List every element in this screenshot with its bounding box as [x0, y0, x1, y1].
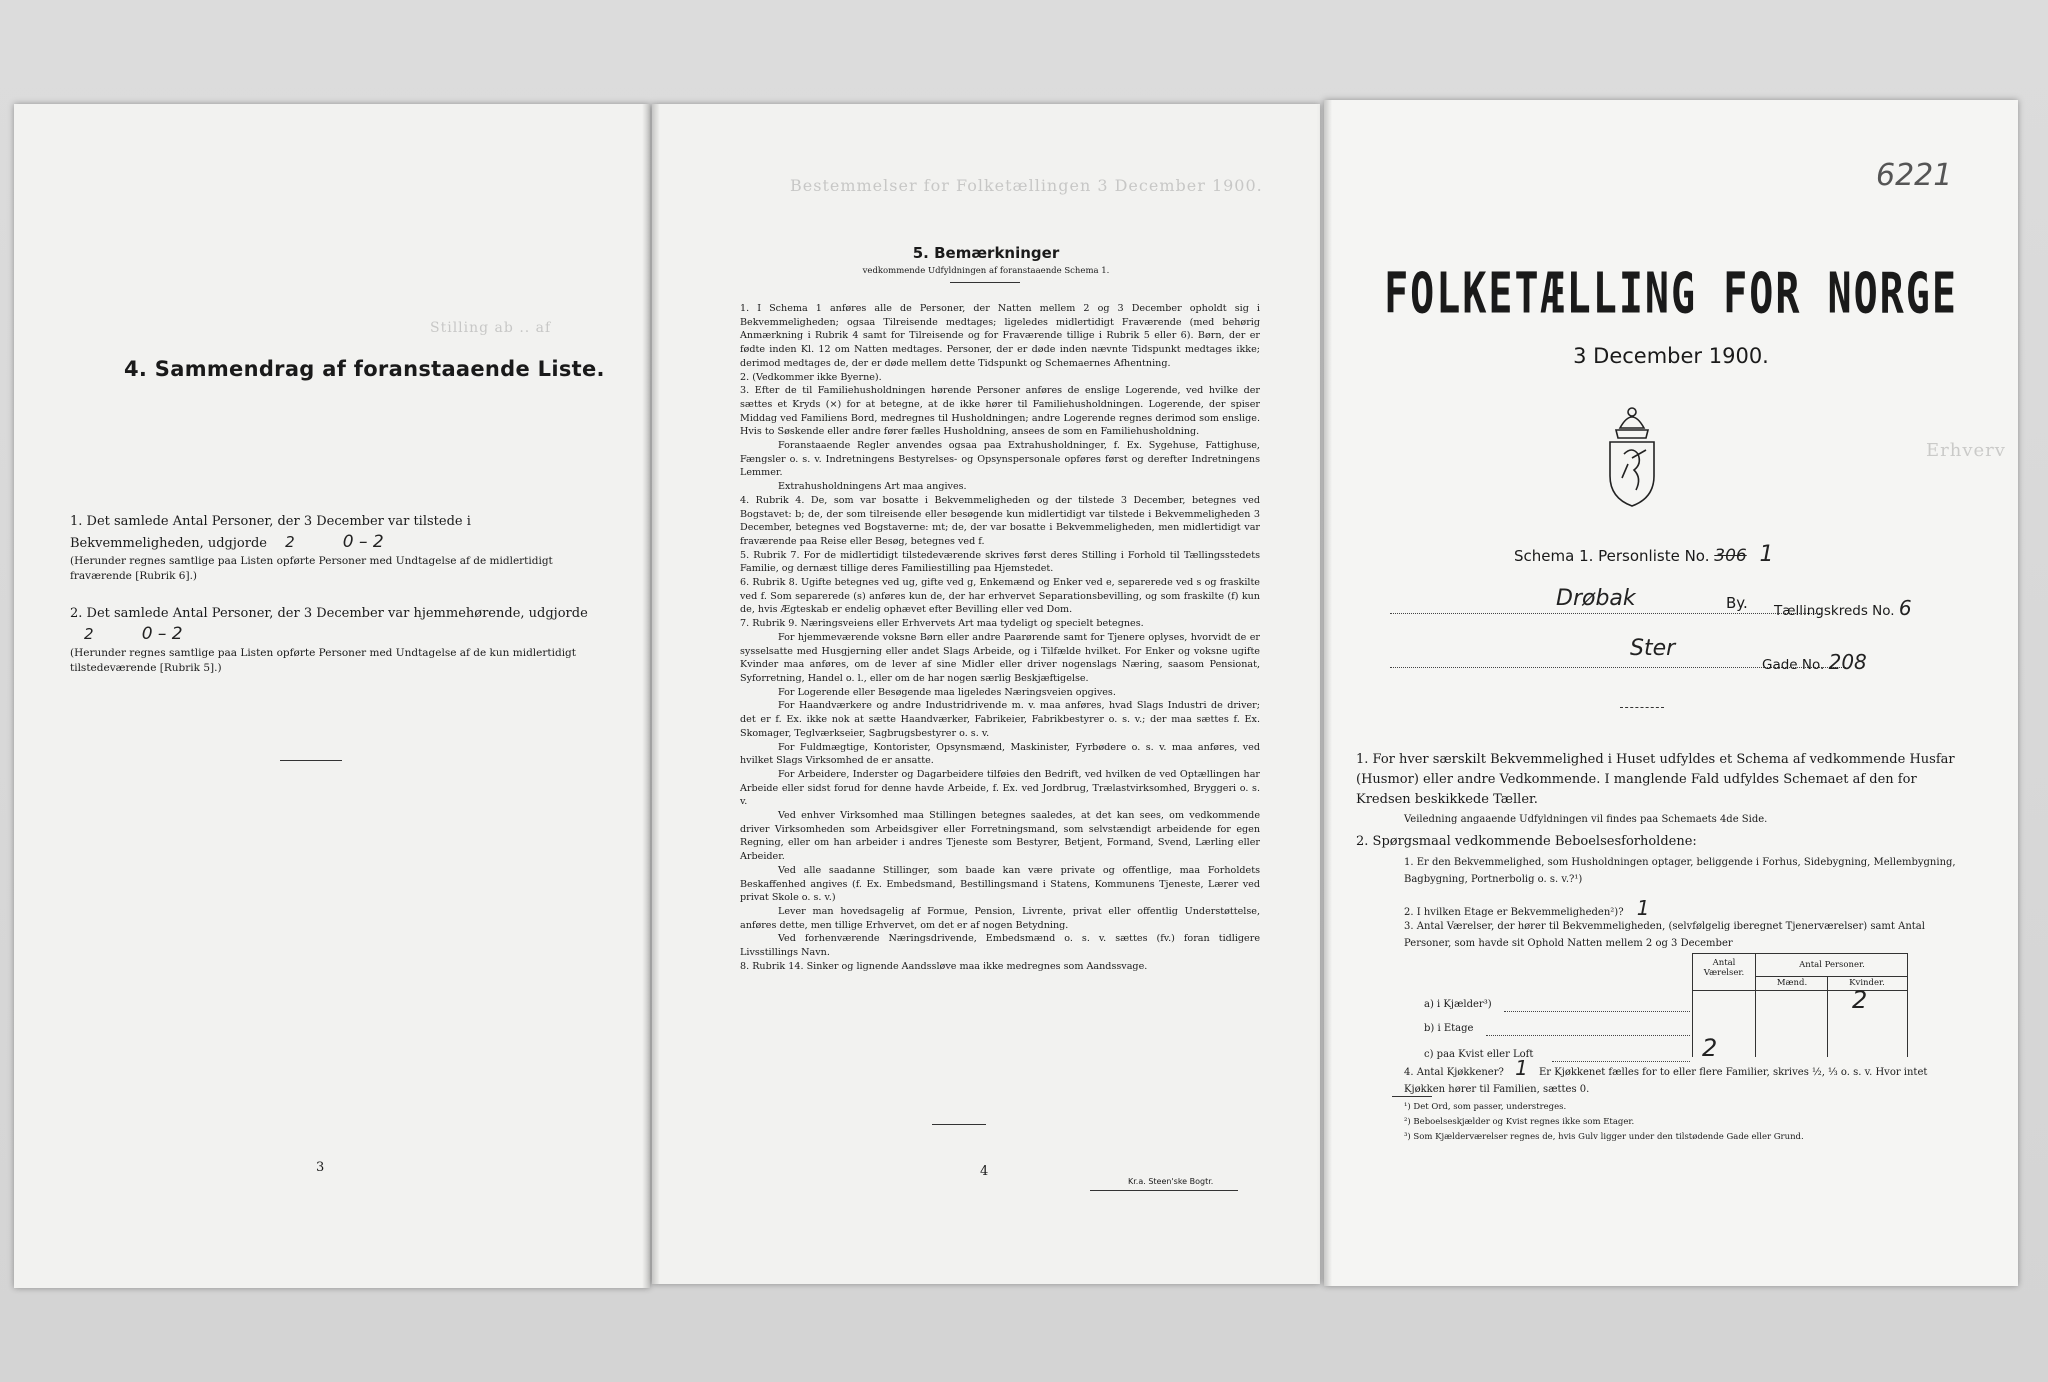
instruction-2: 2. Spørgsmaal vedkommende Beboelsesforholdene: — [1356, 834, 1697, 849]
remarks-title-rule — [950, 282, 1020, 283]
row-a-label: a) i Kjælder³) — [1424, 999, 1492, 1010]
col-persons: Antal Personer. — [1799, 960, 1865, 970]
remark-3-extra-type: Extrahusholdningens Art maa angives. — [778, 481, 967, 493]
town-handwritten: Drøbak — [1556, 586, 1636, 611]
remark-7: 7. Rubrik 9. Næringsveiens eller Erhvervets Art maa tydeligt og specielt betegnes. — [740, 618, 1144, 630]
rooms-persons-table — [1692, 953, 1908, 1057]
remarks-subtitle: vedkommende Udfyldningen af foranstaaende Schema 1. — [862, 266, 1110, 276]
col-rooms: Antal Værelser. — [1703, 958, 1745, 978]
by-label: By. — [1726, 594, 1748, 612]
remarks-body — [740, 302, 1260, 973]
remark-4: 4. Rubrik 4. De, som var bosatte i Bekvemmeligheden og der tilstede 3 December, betegnes ved Bogstavet: b; de, der som tilreisende eller besøgende kun midlertidigt var tilstede i Bekvemmeligheden 3 December, betegnes ved Bogstaverne: mt; de, der var bosatte i Bekvemmeligheden, men midlertidigt var fraværende paa Reise eller Besøg, betegnes ved f. — [740, 494, 1260, 547]
gade-label-row — [1762, 650, 1867, 674]
remark-7-public: Ved alle saadanne Stillinger, som baade kan være private og offentlige, maa Forholdets Beskaffenhed angives (f. Ex. Embedsmand, Bestillingsmand i Statens, Kommunens Tjeneste, Lærer ved privat Skole o. s. v.) — [740, 864, 1260, 904]
street-handwritten: Ster — [1630, 636, 1676, 661]
footnote-2: ²) Beboelseskjælder og Kvist regnes ikke som Etager. — [1404, 1117, 1635, 1127]
remark-7-craftsmen: For Haandværkere og andre Industridrivende m. v. maa anføres, hvad Slags Industri de driver; det er f. Ex. ikke nok at sætte Haandværker, Fabrikeier, Fabrikbestyrer o. s. v.; der maa sættes f. Ex. Skomager, Teglværkseier, Sagbrugsbestyrer o. s. v. — [740, 700, 1260, 739]
remark-3-extra: Foranstaaende Regler anvendes ogsaa paa Extrahusholdninger, f. Ex. Sygehuse, Fattighuse, Fængsler o. s. v. Indretningens Bestyrelses- og Opsynspersonale opføres først og derefter Indretningens Lemmer. — [740, 440, 1260, 479]
remark-7-income: Lever man hovedsagelig af Formue, Pension, Livrente, privat eller offentlig Understøttelse, anføres dette, men tillige Erhvervet, om det er af nogen Betydning. — [740, 905, 1260, 931]
summary-item-present-handwritten: 0 – 2 — [342, 532, 384, 552]
page-number-left: 3 — [316, 1160, 325, 1175]
question-4-handwritten: 1 — [1515, 1056, 1528, 1080]
row-c-label: c) paa Kvist eller Loft — [1424, 1049, 1534, 1060]
question-2-text: 2. I hvilken Etage er Bekvemmeligheden²)? — [1404, 907, 1624, 918]
row-b-dotted — [1486, 1034, 1690, 1036]
footnote-3: ³) Som Kjælderværelser regnes de, hvis Gulv ligger under den tilstødende Gade eller Grund. — [1404, 1132, 1804, 1142]
row-c-rooms-handwritten: 2 — [1702, 1034, 1718, 1062]
remark-7-position: Ved enhver Virksomhed maa Stillingen betegnes saaledes, at det kan sees, om vedkommende driver Virksomheden som Arbeidsgiver eller Forretningsmand, som selvstændigt arbeidende for egen Regning, eller om han arbeider i andres Tjeneste som Bestyrer, Betjent, Formand, Svend, Lærling eller Arbeider. — [740, 810, 1260, 863]
page-3-summary — [14, 104, 650, 1288]
row-b-label: b) i Etage — [1424, 1023, 1474, 1034]
bleed-through-handwriting: Erhverv — [1926, 440, 2006, 461]
footnote-1: ¹) Det Ord, som passer, understreges. — [1404, 1102, 1567, 1112]
row-a-women-handwritten: 2 — [1852, 986, 1868, 1014]
question-3: 3. Antal Værelser, der hører til Bekvemmeligheden, (selvfølgelig iberegnet Tjenerværelser) samt Antal Personer, som havde sit Ophold Natten mellem 2 og 3 December — [1404, 921, 1925, 949]
remark-6: 6. Rubrik 8. Ugifte betegnes ved ug, gifte ved g, Enkemænd og Enker ved e, separerede ved s og fraskilte ved f. Som separerede (s) anføres kun de, der har erhvervet Separationsbevilling, og som fraskilte (f) kun de, hvis Ægteskab er endelig ophævet efter Bevilling eller ved Dom. — [740, 577, 1260, 616]
remarks-section-title: 5. Bemærkninger — [912, 244, 1060, 262]
census-title: FOLKETÆLLING FOR NORGE — [1384, 262, 1958, 327]
archive-number: 6221 — [1876, 158, 1953, 193]
summary-item-present-text: 1. Det samlede Antal Personer, der 3 December var tilstede i Bekvemmeligheden, udgjorde — [70, 514, 471, 551]
instruction-1: 1. For hver særskilt Bekvemmelighed i Huset udfyldes et Schema af vedkommende Husfar (Husmor) eller andre Vedkommende. I manglende Fald udfyldes Schemaet af den for Kredsen beskikkede Tæller. — [1356, 752, 1955, 807]
col-women: Kvinder. — [1849, 978, 1885, 988]
printer-rule — [1090, 1190, 1238, 1191]
remark-3: 3. Efter de til Familiehusholdningen hørende Personer anføres de enslige Logerende, ved hvilke der sættes et Kryds (×) for at betegne, at de ikke hører til Familiehusholdningen. Logerende, der spiser Middag ved Familiens Bord, medregnes til Husholdningen; andre Logerende regnes derimod som enslige. Hvis to Søskende eller andre fører fælles Husholdning, ansees de som en Familiehusholdning. — [740, 385, 1260, 438]
row-a-dotted — [1504, 1010, 1690, 1012]
bleed-through-handwriting: Stilling ab .. af — [430, 320, 552, 336]
table-col-divider — [1827, 976, 1828, 1057]
printer-credit: Kr.a. Steen'ske Bogtr. — [1128, 1177, 1214, 1186]
summary-item-present — [70, 512, 590, 584]
table-header-rule — [1755, 976, 1907, 977]
ornament-divider — [1620, 707, 1664, 709]
kreds-number-handwritten: 6 — [1898, 596, 1912, 620]
summary-item-resident-text: 2. Det samlede Antal Personer, der 3 December var hjemmehørende, udgjorde — [70, 606, 588, 621]
schema-number-struck: 306 — [1714, 546, 1747, 566]
bleed-through-text: Bestemmelser for Folketællingen 3 December 1900. — [790, 176, 1263, 195]
remarks-end-rule — [932, 1124, 986, 1125]
footnote-rule — [1392, 1096, 1432, 1097]
summary-item-resident — [70, 604, 590, 676]
summary-item-resident-handwritten: 0 – 2 — [141, 624, 183, 644]
summary-item-resident-note: (Herunder regnes samtlige paa Listen opførte Personer med Undtagelse af de kun midlertidigt tilstedeværende [Rubrik 5].) — [70, 647, 576, 674]
question-4 — [1404, 1056, 1956, 1098]
schema-label: Schema 1. Personliste No. — [1514, 547, 1710, 565]
summary-section-title: 4. Sammendrag af foranstaaende Liste. — [124, 357, 605, 381]
remark-7-former: Ved forhenværende Næringsdrivende, Embedsmænd o. s. v. sættes (fv.) foran tidligere Livsstillings Navn. — [740, 933, 1260, 959]
question-4-text: 4. Antal Kjøkkener? — [1404, 1067, 1504, 1078]
gade-number-handwritten: 208 — [1828, 650, 1867, 674]
summary-item-resident-value: 2 — [84, 625, 94, 643]
remark-5: 5. Rubrik 7. For de midlertidigt tilstedeværende skrives først deres Stilling i Forhold til Tællingsstedets Familie, og dernæst tillige deres Familiestilling paa Hjemstedet. — [740, 549, 1260, 575]
summary-item-present-value: 2 — [285, 533, 295, 551]
remark-7-clerks: For Fuldmægtige, Kontorister, Opsynsmænd, Maskinister, Fyrbødere o. s. v. maa anføres, ved hvilket Slags Virksomhed de er ansatte. — [740, 741, 1260, 767]
census-date: 3 December 1900. — [1573, 344, 1769, 368]
divider-line — [280, 760, 342, 761]
question-1: 1. Er den Bekvemmelighed, som Husholdningen optager, beliggende i Forhus, Sidebygning, Mellembygning, Bagbygning, Portnerbolig o. s. v.?¹) — [1404, 857, 1956, 885]
kreds-label-row — [1774, 596, 1912, 620]
schema-number-handwritten: 1 — [1759, 542, 1774, 567]
gade-label: Gade No. — [1762, 657, 1825, 673]
instruction-1-note: Veiledning angaaende Udfyldningen vil findes paa Schemaets 4de Side. — [1404, 814, 1768, 825]
page-fold-shadow — [652, 104, 660, 1284]
remark-7-workers: For Arbeidere, Inderster og Dagarbeidere tilføies den Bedrift, ved hvilken de ved Optællingen har Arbeide eller sidst forud for denne havde Arbeide, f. Ex. ved Jordbrug, Trælastvirksomhed, Bryggeri o. s. v. — [740, 768, 1260, 808]
page-number-middle: 4 — [980, 1164, 989, 1179]
remark-7-lodgers: For Logerende eller Besøgende maa ligeledes Næringsveien opgives. — [778, 686, 1116, 698]
table-header-rule — [1693, 990, 1907, 991]
kreds-label: Tællingskreds No. — [1774, 603, 1895, 619]
town-dotted-line — [1390, 612, 1822, 614]
page-fold-shadow — [642, 104, 650, 1288]
question-4-rest: Er Kjøkkenet fælles for to eller flere Familier, skrives ½, ⅓ o. s. v. Hvor intet Kjøkken hører til Familien, sættes 0. — [1404, 1067, 1928, 1095]
summary-item-present-note: (Herunder regnes samtlige paa Listen opførte Personer med Undtagelse af de midlertidigt fraværende [Rubrik 6].) — [70, 555, 553, 582]
schema-label-row — [1514, 542, 1774, 567]
table-col-divider — [1755, 954, 1756, 1057]
remark-8: 8. Rubrik 14. Sinker og lignende Aandssløve maa ikke medregnes som Aandssvage. — [740, 960, 1148, 972]
coat-of-arms-icon — [1602, 398, 1662, 510]
col-men: Mænd. — [1776, 978, 1808, 988]
remark-2: 2. (Vedkommer ikke Byerne). — [740, 371, 882, 383]
question-2-handwritten: 1 — [1636, 896, 1650, 920]
remark-7-family: For hjemmeværende voksne Børn eller andre Paarørende samt for Tjenere oplyses, hvorvidt de er sysselsatte med Husgjerning eller andet Slags Arbeide, og i Tilfælde hvilket. For Enker og voksne ugifte Kvinder maa anføres, om de lever af sine Midler eller driver nogenslags Næring, saasom Pensionat, Syforretning, Handel o. l., eller om de har nogen særlig Beskjæftigelse. — [740, 631, 1260, 684]
remark-1: 1. I Schema 1 anføres alle de Personer, der Natten mellem 2 og 3 December opholdt sig i Bekvemmeligheden; ogsaa Tilreisende medtages; ligeledes midlertidigt Fraværende (med behørig Anmærkning i Rubrik 4 samt for Tilreisende og for Fraværende tillige i Rubrik 5 eller 6). Børn, der er fødte inden Kl. 12 om Natten medtages. Personer, der er døde inden nævnte Tidspunkt medtages ikke; derimod medtages de, der er døde mellem dette Tidspunkt og Schemaernes Afhentning. — [740, 303, 1260, 369]
